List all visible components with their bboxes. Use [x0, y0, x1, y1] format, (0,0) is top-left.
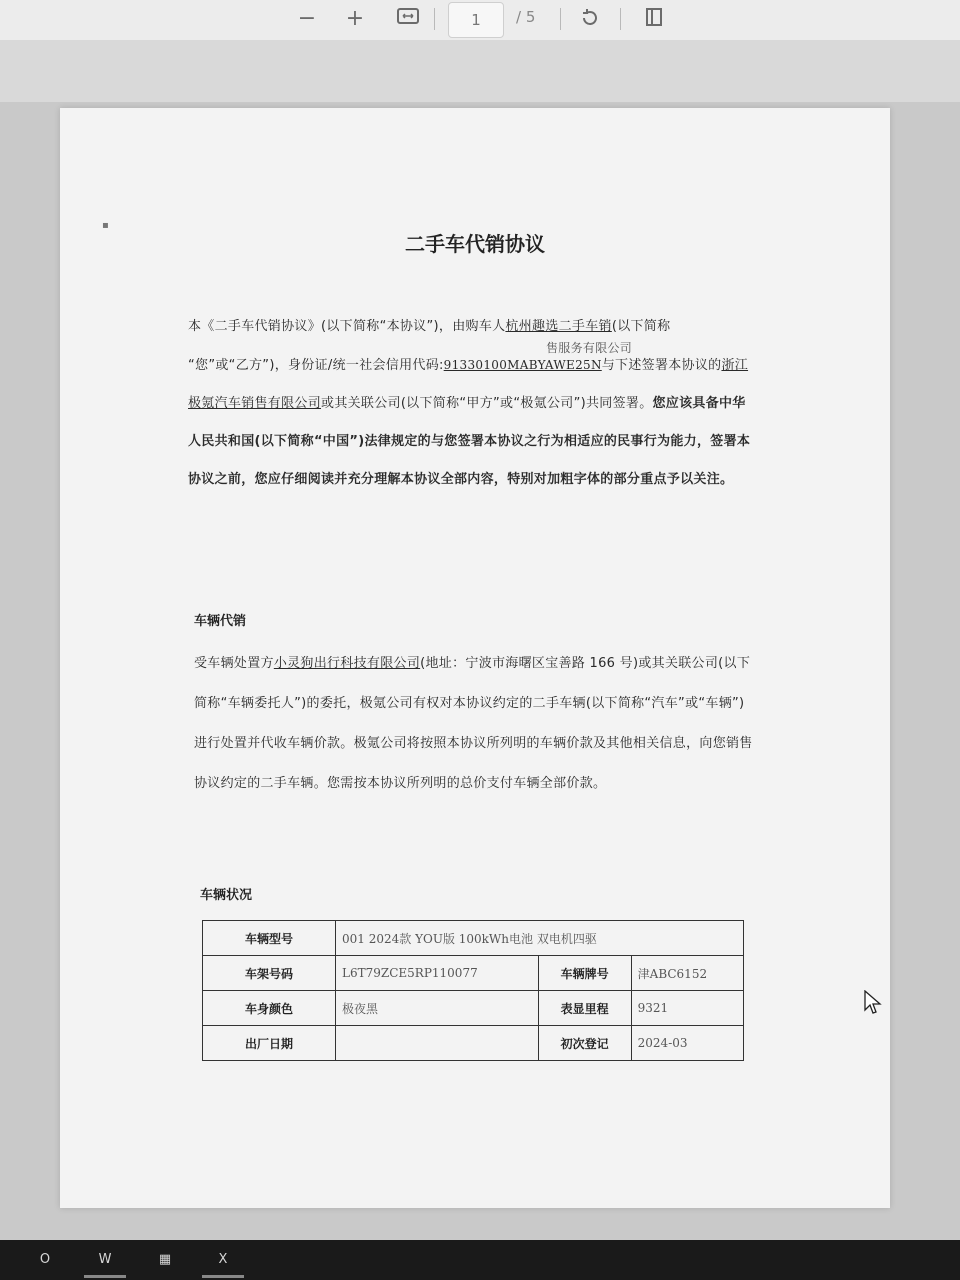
consignment-paragraph: [194, 644, 754, 804]
vehicle-info-table: [202, 920, 744, 1061]
buyer-name: 杭州趣选二手车销: [505, 319, 612, 334]
taskbar-active-indicator: [84, 1275, 126, 1278]
plate-value: 津ABC6152: [631, 956, 743, 991]
table-row: [203, 956, 744, 991]
model-label: 车辆型号: [203, 921, 336, 956]
taskbar-word-icon[interactable]: [90, 1248, 120, 1272]
taskbar-app-icon[interactable]: ▦: [158, 1252, 172, 1267]
taskbar-app-icon[interactable]: [30, 1248, 60, 1272]
registration-value: 2024-03: [631, 1026, 743, 1061]
bold-notice: 您应该具备中华人民共和国(以下简称“中国”)法律规定的与您签署本协议之行为相适应的民事行为能力，签署本协议之前，您应仔细阅读并充分理解本协议全部内容，特别对加粗字体的部分重点予以关注。: [188, 396, 751, 487]
buyer-name-continued: 售服务有限公司: [546, 341, 633, 355]
intro-line-1: [188, 319, 671, 355]
intro-text: 或其关联公司(以下简称“甲方”或“极氪公司”)共同签署。: [321, 396, 653, 411]
mouse-cursor-icon: [864, 990, 882, 1020]
viewer-background-strip: [0, 40, 960, 102]
intro-paragraph: [188, 308, 758, 499]
document-title: 二手车代销协议: [405, 232, 545, 256]
taskbar-app-label: X: [218, 1252, 228, 1267]
intro-text: 本《二手车代销协议》(以下简称“本协议”)，由购车人: [188, 319, 506, 334]
page-marker: ▪: [102, 220, 109, 231]
toolbar-divider: [560, 8, 561, 30]
seller-company: 浙江极氪汽车销售有限公司: [188, 358, 749, 411]
table-row: [203, 921, 744, 956]
vehicle-owner: 小灵狗出行科技有限公司: [273, 656, 421, 671]
model-value: 001 2024款 YOU版 100kWh电池 双电机四驱: [336, 921, 744, 956]
toolbar-divider: [620, 8, 621, 30]
section-title-vehicle-consignment: 车辆代销: [194, 614, 247, 629]
registration-label: 初次登记: [538, 1026, 631, 1061]
fit-width-icon[interactable]: [394, 6, 422, 32]
factory-date-value: [336, 1026, 539, 1061]
table-row: [203, 991, 744, 1026]
mileage-label: 表显里程: [538, 991, 631, 1026]
taskbar-app-label: W: [98, 1252, 112, 1267]
intro-text: 与下述签署本协议的: [601, 358, 722, 373]
plate-label: 车辆牌号: [538, 956, 631, 991]
rotate-icon[interactable]: [576, 6, 604, 32]
pdf-toolbar: [0, 0, 960, 40]
intro-text: (以下简称: [611, 319, 671, 334]
toolbar-divider: [434, 8, 435, 30]
vin-label: 车架号码: [203, 956, 336, 991]
zoom-out-icon[interactable]: −: [297, 6, 317, 31]
page-number-input[interactable]: 1: [448, 2, 504, 38]
intro-text: “您”或“乙方”)，身份证/统一社会信用代码:: [188, 358, 444, 373]
mileage-value: 9321: [631, 991, 743, 1026]
taskbar-app-label: O: [39, 1252, 51, 1267]
page-total: / 5: [516, 8, 536, 26]
factory-date-label: 出厂日期: [203, 1026, 336, 1061]
zoom-in-icon[interactable]: +: [345, 6, 365, 31]
credit-code: 91330100MABYAWE25N: [443, 358, 602, 372]
section-text: (地址：宁波市海曙区宝善路 166 号)或其关联公司(以下简称“车辆委托人”)的委托，极氪公司有权对本协议约定的二手车辆(以下简称“汽车”或“车辆”)进行处置并代收车辆价款。极氪公司将按照本协议所列明的车辆价款及其他相关信息，向您销售协议约定的二手车辆。您需按本协议所列明的总价支付车辆全部价款。: [194, 656, 753, 791]
page-view-icon[interactable]: [640, 6, 668, 32]
section-text: 受车辆处置方: [194, 656, 274, 671]
vin-value: L6T79ZCE5RP110077: [336, 956, 539, 991]
document-page: [60, 108, 890, 1208]
taskbar-excel-icon[interactable]: [208, 1248, 238, 1272]
section-title-vehicle-condition: 车辆状况: [200, 888, 253, 903]
taskbar-active-indicator: [202, 1275, 244, 1278]
color-label: 车身颜色: [203, 991, 336, 1026]
table-row: [203, 1026, 744, 1061]
color-value: 极夜黑: [336, 991, 539, 1026]
taskbar: [0, 1240, 960, 1280]
